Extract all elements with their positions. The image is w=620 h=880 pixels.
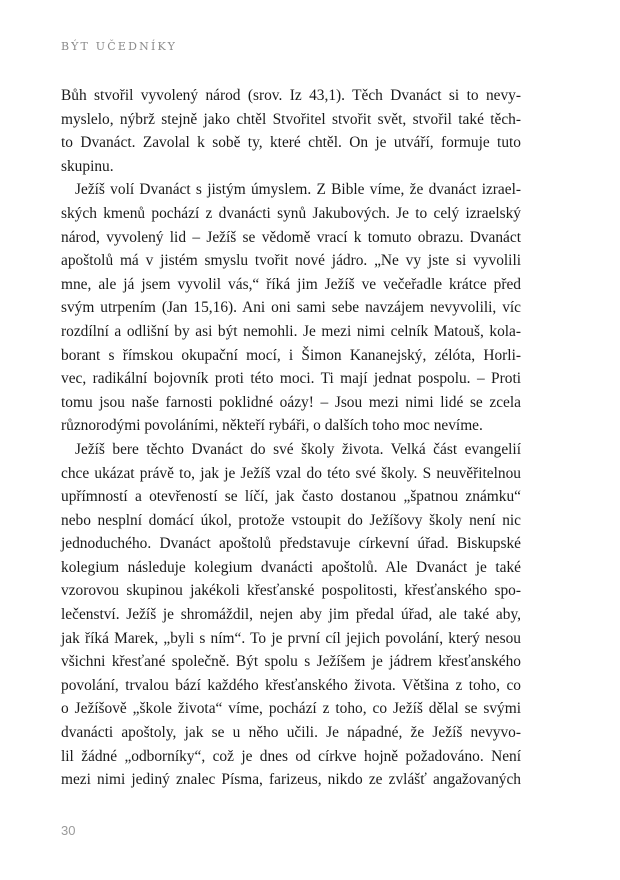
text-line: apoštolů má v jistém smyslu tvořit nové jádro. „Ne vy jste si vyvolili (61, 252, 521, 270)
paragraph (61, 84, 521, 178)
text-line: rozdílní a odlišní by asi být nemohli. Je mezi nimi celník Matouš, kola- (61, 322, 521, 340)
text-line: všichni křesťané společně. Být spolu s Ježíšem je jádrem křesťanského (61, 653, 521, 671)
text-line: myslelo, nýbrž stejně jako chtěl Stvořitel stvořit svět, stvořil také těch- (61, 110, 521, 128)
body-text (61, 84, 521, 792)
text-line: jak říká Marek, „byli s ním“. To je první cíl jejich povolání, který nesou (61, 629, 521, 647)
text-line: lil žádné „odborníky“, což je dnes od církve hojně požadováno. Není (61, 747, 521, 765)
text-line: povolání, trvalou bází každého křesťanského života. Většina z toho, co (61, 676, 521, 694)
text-line: to Dvanáct. Zavolal k sobě ty, které chtěl. On je utváří, formuje tuto (61, 134, 521, 152)
text-line: mne, ale já jsem vyvolil vás,“ říká jim Ježíš ve večeřadle krátce před (61, 275, 521, 293)
text-line: skupinu. (61, 157, 114, 175)
text-line: národ, vyvolený lid – Ježíš se vědomě vrací k tomuto obrazu. Dvanáct (61, 228, 521, 246)
running-head: BÝT UČEDNÍKY (61, 40, 178, 53)
text-line: různorodými povoláními, někteří rybáři, o dalších toho moc nevíme. (61, 417, 483, 435)
text-line: Bůh stvořil vyvolený národ (srov. Iz 43,1). Těch Dvanáct si to nevy- (61, 87, 521, 104)
text-line: tomu jsou naše farnosti poklidné oázy! – Jsou mezi nimi lidé se zcela (61, 393, 521, 411)
page-number: 30 (61, 823, 76, 838)
text-line: upřímností a otevřeností se líčí, jak často dostanou „špatnou známku“ (61, 488, 521, 506)
text-line: nebo nesplní domácí úkol, protože vstoupit do Ježíšovy školy není nic (61, 511, 521, 529)
text-line: jednoduchého. Dvanáct apoštolů představuje církevní úřad. Biskupské (61, 535, 521, 553)
paragraph (61, 438, 521, 792)
text-line: borant s římskou okupační mocí, i Šimon Kananejský, zélóta, Horli- (61, 346, 521, 364)
text-line: ských kmenů pochází z dvanácti synů Jakubových. Je to celý izraelský (61, 204, 521, 222)
text-line: o Ježíšově „škole života“ víme, pochází z toho, co Ježíš dělal se svými (61, 700, 521, 718)
text-line: kolegium následuje kolegium dvanácti apoštolů. Ale Dvanáct je také (61, 558, 521, 576)
text-line: vzorovou skupinou jakékoli křesťanské pospolitosti, křesťanského spo- (61, 582, 521, 600)
text-line: vec, radikální bojovník proti této moci. Ti mají jednat pospolu. – Proti (61, 370, 521, 388)
text-line: Ježíš bere těchto Dvanáct do své školy života. Velká část evangelií (75, 440, 521, 458)
paragraph (61, 178, 521, 438)
text-line: lečenství. Ježíš je shromáždil, nejen aby jim předal úřad, ale také aby, (61, 606, 521, 624)
text-line: svým utrpením (Jan 15,16). Ani oni sami sebe navzájem nevyvolili, víc (61, 299, 521, 317)
text-line: dvanácti apoštoly, jak se u něho učili. Je nápadné, že Ježíš nevyvo- (61, 724, 521, 742)
text-line: chce ukázat právě to, jak je Ježíš vzal do této své školy. S neuvěřitelnou (61, 464, 521, 482)
text-line: mezi nimi jediný znalec Písma, farizeus, nikdo ze zvlášť angažovaných (61, 771, 521, 789)
text-line: Ježíš volí Dvanáct s jistým úmyslem. Z Bible víme, že dvanáct izrael- (75, 181, 521, 199)
